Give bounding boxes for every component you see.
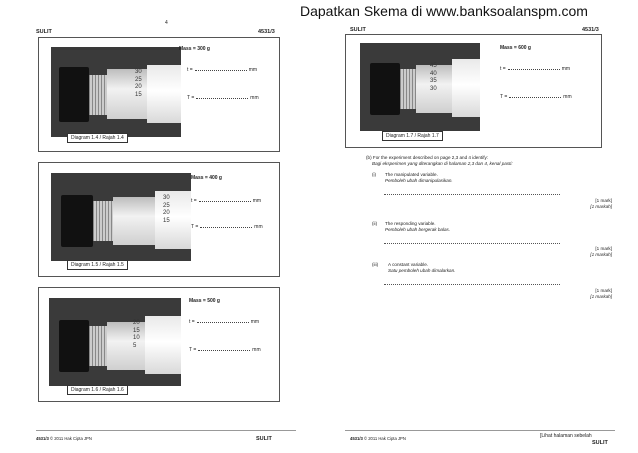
right-footer-sulit: SULIT xyxy=(592,440,608,446)
question-intro: (b) For the experiment described on page 2,3 and 4 identify: Bagi eksperimen yang diterangkan di halaman 2,3 dan 4, kenal pasti: xyxy=(366,155,513,166)
right-header-code: 4531/3 xyxy=(582,27,599,33)
right-footer-see-next: [Lihat halaman sebelah xyxy=(540,433,592,439)
mark-iii: [1 mark] [1 markah] xyxy=(590,288,612,299)
T-answer-field[interactable]: T = mm xyxy=(500,94,572,100)
t-answer-field[interactable]: t = mm xyxy=(189,319,260,325)
diagram-1-5-panel xyxy=(38,162,280,277)
answer-line-iii[interactable] xyxy=(384,284,560,285)
thimble-scale: 45 40 35 30 xyxy=(430,63,437,92)
answer-line-i[interactable] xyxy=(384,194,560,195)
diagram-caption: Diagram 1.6 / Rajah 1.6 xyxy=(67,385,128,395)
answer-line-ii[interactable] xyxy=(384,243,560,244)
thimble-scale: 30 25 20 15 xyxy=(163,195,170,224)
micrometer-photo xyxy=(51,173,191,261)
T-answer-field[interactable]: T = mm xyxy=(187,95,259,101)
mass-label: Mass = 500 g xyxy=(189,298,220,304)
mark-i: [1 mark] [1 markah] xyxy=(590,198,612,209)
mark-ii: [1 mark] [1 markah] xyxy=(590,246,612,257)
t-answer-field[interactable]: t = mm xyxy=(500,66,571,72)
micrometer-photo xyxy=(360,43,480,131)
diagram-caption: Diagram 1.5 / Rajah 1.5 xyxy=(67,260,128,270)
micrometer-photo xyxy=(49,298,181,386)
source-banner: Dapatkan Skema di www.banksoalanspm.com xyxy=(300,3,588,19)
thimble-scale: 30 25 20 15 xyxy=(135,69,142,98)
T-answer-field[interactable]: T = mm xyxy=(191,224,263,230)
right-header-sulit: SULIT xyxy=(350,27,366,33)
left-footer: 4531/3 © 2011 Hak Cipta JPN xyxy=(36,436,92,441)
diagram-1-4-panel xyxy=(38,37,280,152)
question-item-ii: (ii) The responding variable. Pemboleh ubah bergerak balas. xyxy=(372,221,451,232)
t-answer-field[interactable]: t = mm xyxy=(187,67,258,73)
page-number: 4 xyxy=(165,20,168,26)
right-footer: 4531/3 © 2011 Hak Cipta JPN xyxy=(350,436,406,441)
diagram-caption: Diagram 1.7 / Rajah 1.7 xyxy=(382,131,443,141)
left-header-sulit: SULIT xyxy=(36,29,52,35)
question-item-iii: (iii) A constant variable. Satu pemboleh ubah dimalarkan. xyxy=(372,262,456,273)
question-item-i: (i) The manipulated variable. Pemboleh ubah dimanipulasikan. xyxy=(372,172,453,183)
mass-label: Mass = 600 g xyxy=(500,45,531,51)
diagram-caption: Diagram 1.4 / Rajah 1.4 xyxy=(67,133,128,143)
diagram-1-6-panel xyxy=(38,287,280,402)
thimble-scale: 20 15 10 5 xyxy=(133,320,140,349)
t-answer-field[interactable]: t = mm xyxy=(191,198,262,204)
mass-label: Mass = 300 g xyxy=(179,46,210,52)
left-footer-sulit: SULIT xyxy=(256,436,272,442)
T-answer-field[interactable]: T = mm xyxy=(189,347,261,353)
micrometer-photo xyxy=(51,47,181,137)
diagram-1-7-panel xyxy=(345,34,602,148)
mass-label: Mass = 400 g xyxy=(191,175,222,181)
left-header-code: 4531/3 xyxy=(258,29,275,35)
